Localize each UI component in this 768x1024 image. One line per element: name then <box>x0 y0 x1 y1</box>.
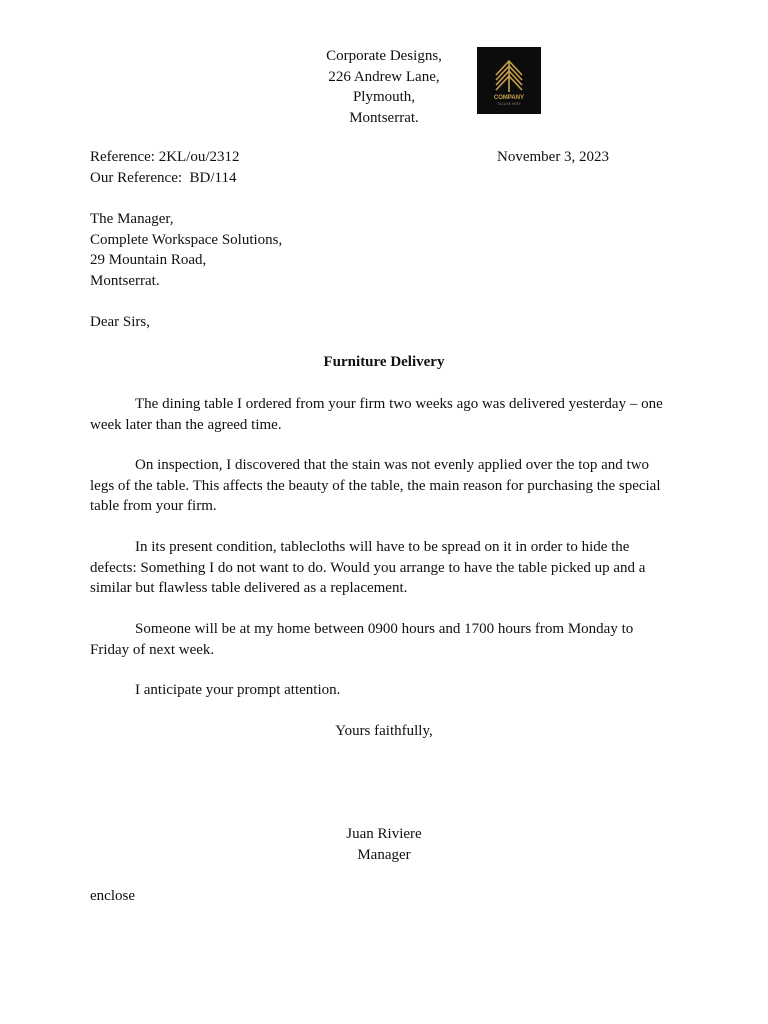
recipient-address <box>90 209 680 291</box>
body-paragraph-2: On inspection, I discovered that the stain was not evenly applied over the top and two legs of the table. This affects the beauty of the table, the main reason for purchasing the special table from your firm. <box>90 457 661 514</box>
body-paragraph-5: I anticipate your prompt attention. <box>135 682 341 698</box>
company-logo-icon <box>477 47 541 114</box>
body-paragraph-1: The dining table I ordered from your firm two weeks ago was delivered yesterday – one week later than the agreed time. <box>90 396 663 433</box>
signatory-name: Juan Riviere <box>346 826 422 842</box>
logo-tagline: TAGLINE HERE <box>497 102 521 106</box>
body-paragraph-3: In its present condition, tablecloths will have to be spread on it in order to hide the defects: Something I do not want to do. Would you arrange to have the table picked up and a similar but flawless table delivered as a replacement. <box>90 539 646 596</box>
letter-date: November 3, 2023 <box>497 149 610 165</box>
recipient-line-1: The Manager, <box>90 211 174 227</box>
subject-heading: Furniture Delivery <box>323 354 445 370</box>
recipient-line-2: Complete Workspace Solutions, <box>90 231 283 248</box>
sender-line-1: Corporate Designs, <box>326 48 442 64</box>
our-reference-line: Our Reference: BD/114 <box>90 169 237 186</box>
enclosure-note: enclose <box>90 888 135 904</box>
body-paragraph-4: Someone will be at my home between 0900 hours and 1700 hours from Monday to Friday of next week. <box>90 621 634 658</box>
signatory-title: Manager <box>357 846 411 863</box>
logo-text: COMPANY <box>493 95 525 101</box>
recipient-line-3: 29 Mountain Road, <box>90 252 207 268</box>
sender-line-2: 226 Andrew Lane, <box>328 68 440 85</box>
closing: Yours faithfully, <box>335 723 433 739</box>
reference-line: Reference: 2KL/ou/2312 <box>90 149 240 165</box>
signatory <box>284 824 484 865</box>
sender-line-3: Plymouth, <box>352 89 416 105</box>
sender-address <box>284 46 484 128</box>
salutation: Dear Sirs, <box>90 314 150 330</box>
recipient-line-4: Montserrat. <box>90 272 160 289</box>
sender-line-4: Montserrat. <box>349 109 419 126</box>
